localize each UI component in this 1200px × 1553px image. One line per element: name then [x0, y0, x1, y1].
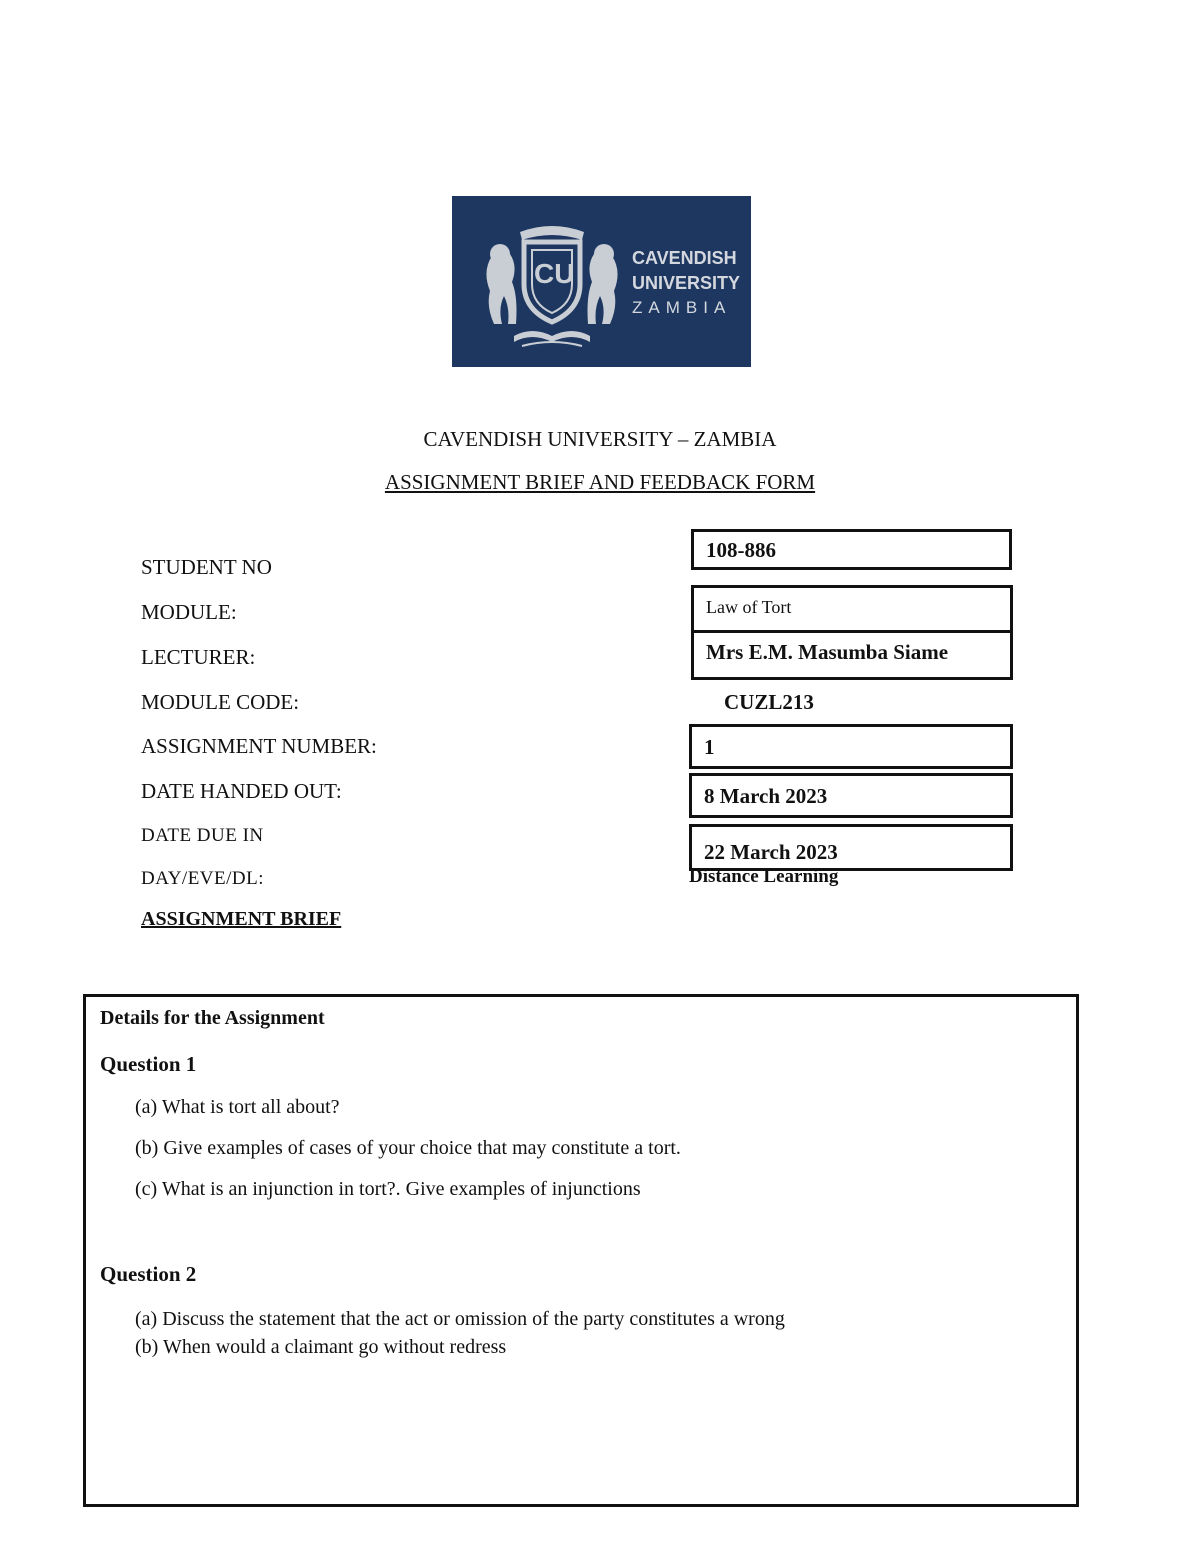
details-heading: Details for the Assignment	[100, 1007, 325, 1029]
form-title: ASSIGNMENT BRIEF AND FEEDBACK FORM	[384, 470, 816, 494]
question-1-item-a: (a) What is tort all about?	[135, 1096, 340, 1118]
question-2-item-a: (a) Discuss the statement that the act or omission of the party constitutes a wrong	[135, 1308, 785, 1330]
assignment-details-box	[83, 994, 1079, 1507]
assignment-number-label: ASSIGNMENT NUMBER:	[141, 734, 377, 758]
logo-line-university: UNIVERSITY	[632, 273, 741, 293]
question-1-item-c: (c) What is an injunction in tort?. Give examples of injunctions	[135, 1178, 641, 1200]
student-no-value: 108-886	[691, 529, 1012, 570]
logo-monogram: CU	[534, 258, 575, 289]
day-eve-dl-value: Distance Learning	[689, 866, 839, 887]
module-label: MODULE:	[141, 600, 237, 624]
assignment-number-value: 1	[689, 724, 1013, 769]
date-handed-out-label: DATE HANDED OUT:	[141, 779, 342, 803]
question-2-title: Question 2	[100, 1262, 197, 1286]
university-title: CAVENDISH UNIVERSITY – ZAMBIA	[423, 427, 777, 451]
date-due-in-value: 22 March 2023	[689, 824, 1013, 871]
module-code-label: MODULE CODE:	[141, 690, 300, 714]
date-due-in-label: DATE DUE IN	[141, 825, 264, 846]
day-eve-dl-label: DAY/EVE/DL:	[141, 868, 265, 889]
lecturer-value: Mrs E.M. Masumba Siame	[691, 630, 1013, 680]
assignment-brief-label: ASSIGNMENT BRIEF	[141, 908, 342, 930]
module-code-value: CUZL213	[724, 690, 814, 714]
student-no-label: STUDENT NO	[141, 555, 272, 579]
date-handed-out-value: 8 March 2023	[689, 773, 1013, 818]
logo-line-cavendish: CAVENDISH	[632, 248, 737, 268]
question-1-item-b: (b) Give examples of cases of your choice that may constitute a tort.	[135, 1137, 681, 1159]
logo-line-zambia: ZAMBIA	[632, 298, 732, 317]
university-logo	[452, 196, 751, 367]
module-value: Law of Tort	[691, 585, 1013, 633]
lecturer-label: LECTURER:	[141, 645, 256, 669]
question-1-title: Question 1	[100, 1052, 197, 1076]
question-2-item-b: (b) When would a claimant go without redress	[135, 1336, 507, 1358]
